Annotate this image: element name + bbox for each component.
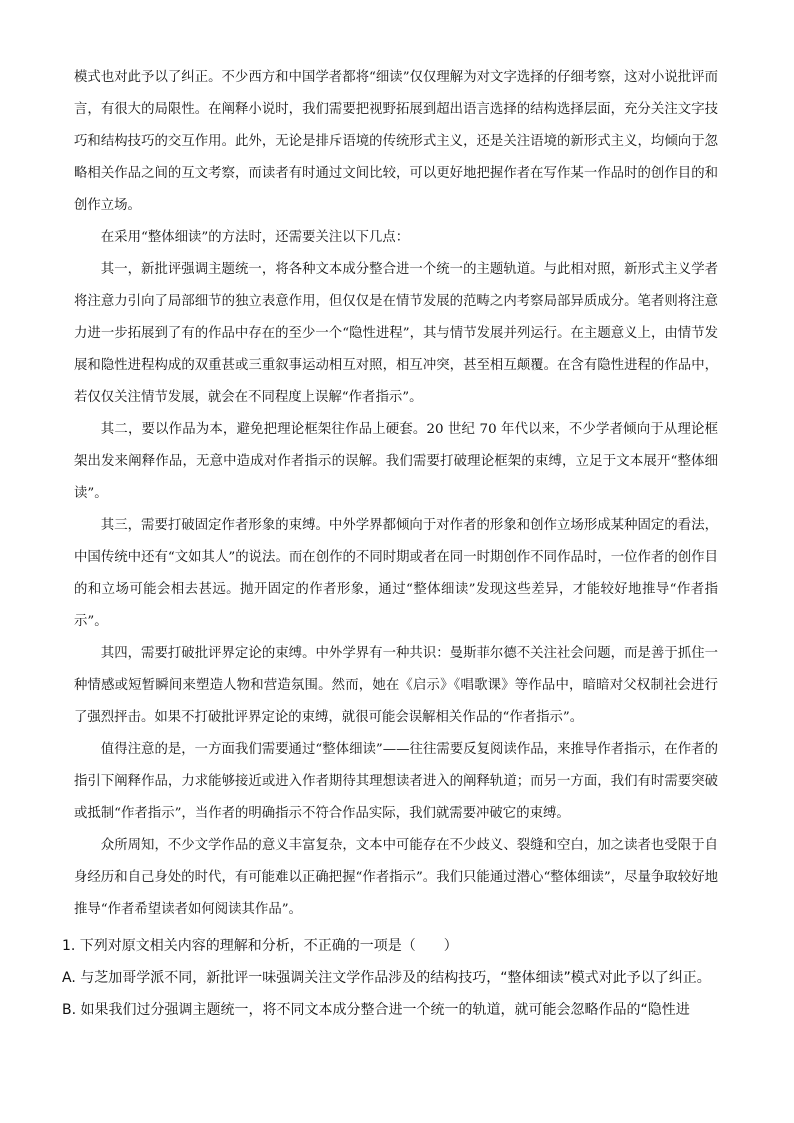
- passage-paragraph-1: 模式也对此予以了纠正。不少西方和中国学者都将“细读”仅仅理解为对文字选择的仔细考察，这对小说批评而言，有很大的局限性。在阐释小说时，我们需要把视野拓展到超出语言选择的结构选择层面，充分关注文字技巧和结构技巧的交互作用。此外，无论是排斥语境的传统形式主义，还是关注语境的新形式主义，均倾向于忽略相关作品之间的互文考察，而读者有时通过文间比较，可以更好地把握作者在写作某一作品时的创作目的和创作立场。: [74, 70, 718, 213]
- passage-paragraph-6: 其四，需要打破批评界定论的束缚。中外学界有一种共识：曼斯菲尔德不关注社会问题，而是善于抓住一种情感或短暂瞬间来塑造人物和营造氛围。然而，她在《启示》《唱歌课》等作品中，暗暗对父权制社会进行了强烈抨击。如果不打破批评界定论的束缚，就很可能会误解相关作品的“作者指示”。: [74, 646, 718, 725]
- question-option-b: B. 如果我们过分强调主题统一，将不同文本成分整合进一个统一的轨道，就可能会忽略作品的“隐性进: [62, 1002, 690, 1018]
- passage-paragraph-7: 值得注意的是，一方面我们需要通过“整体细读”——往往需要反复阅读作品，来推导作者指示，在作者的指引下阐释作品，力求能够接近或进入作者期待其理想读者进入的阐释轨道；而另一方面，我们有时需要突破或抵制“作者指示”，当作者的明确指示不符合作品实际，我们就需要冲破它的束缚。: [74, 742, 718, 821]
- passage-paragraph-3: 其一，新批评强调主题统一，将各种文本成分整合进一个统一的主题轨道。与此相对照，新形式主义学者将注意力引向了局部细节的独立表意作用，但仅仅是在情节发展的范畴之内考察局部异质成分。笔者则将注意力进一步拓展到了有的作品中存在的至少一个“隐性进程”，其与情节发展并列运行。在主题意义上，由情节发展和隐性进程构成的双重甚或三重叙事运动相互对照，相互冲突，甚至相互颠覆。在含有隐性进程的作品中，若仅仅关注情节发展，就会在不同程度上误解“作者指示”。: [74, 262, 718, 405]
- passage-paragraph-4: 其二，要以作品为本，避免把理论框架往作品上硬套。20 世纪 70 年代以来，不少学者倾向于从理论框架出发来阐释作品，无意中造成对作者指示的误解。我们需要打破理论框架的束缚，立足于文本展开“整体细读”。: [74, 422, 718, 501]
- question-option-a: A. 与芝加哥学派不同，新批评一味强调关注文学作品涉及的结构技巧，“整体细读”模式对此予以了纠正。: [62, 970, 711, 986]
- question-stem: 1. 下列对原文相关内容的理解和分析，不正确的一项是（ ）: [62, 938, 458, 954]
- document-page: [62, 62, 718, 1026]
- passage-paragraph-2: 在采用“整体细读”的方法时，还需要关注以下几点：: [100, 230, 410, 245]
- passage-paragraph-5: 其三，需要打破固定作者形象的束缚。中外学界都倾向于对作者的形象和创作立场形成某种固定的看法，中国传统中还有“文如其人”的说法。而在创作的不同时期或者在同一时期创作不同作品时，一位作者的创作目的和立场可能会相去甚远。抛开固定的作者形象，通过“整体细读”发现这些差异，才能较好地推导“作者指示”。: [74, 518, 718, 629]
- passage-paragraph-8: 众所周知，不少文学作品的意义丰富复杂，文本中可能存在不少歧义、裂缝和空白，加之读者也受限于自身经历和自己身处的时代，有可能难以正确把握“作者指示”。我们只能通过潜心“整体细读”，尽量争取较好地推导“作者希望读者如何阅读其作品”。: [74, 838, 718, 917]
